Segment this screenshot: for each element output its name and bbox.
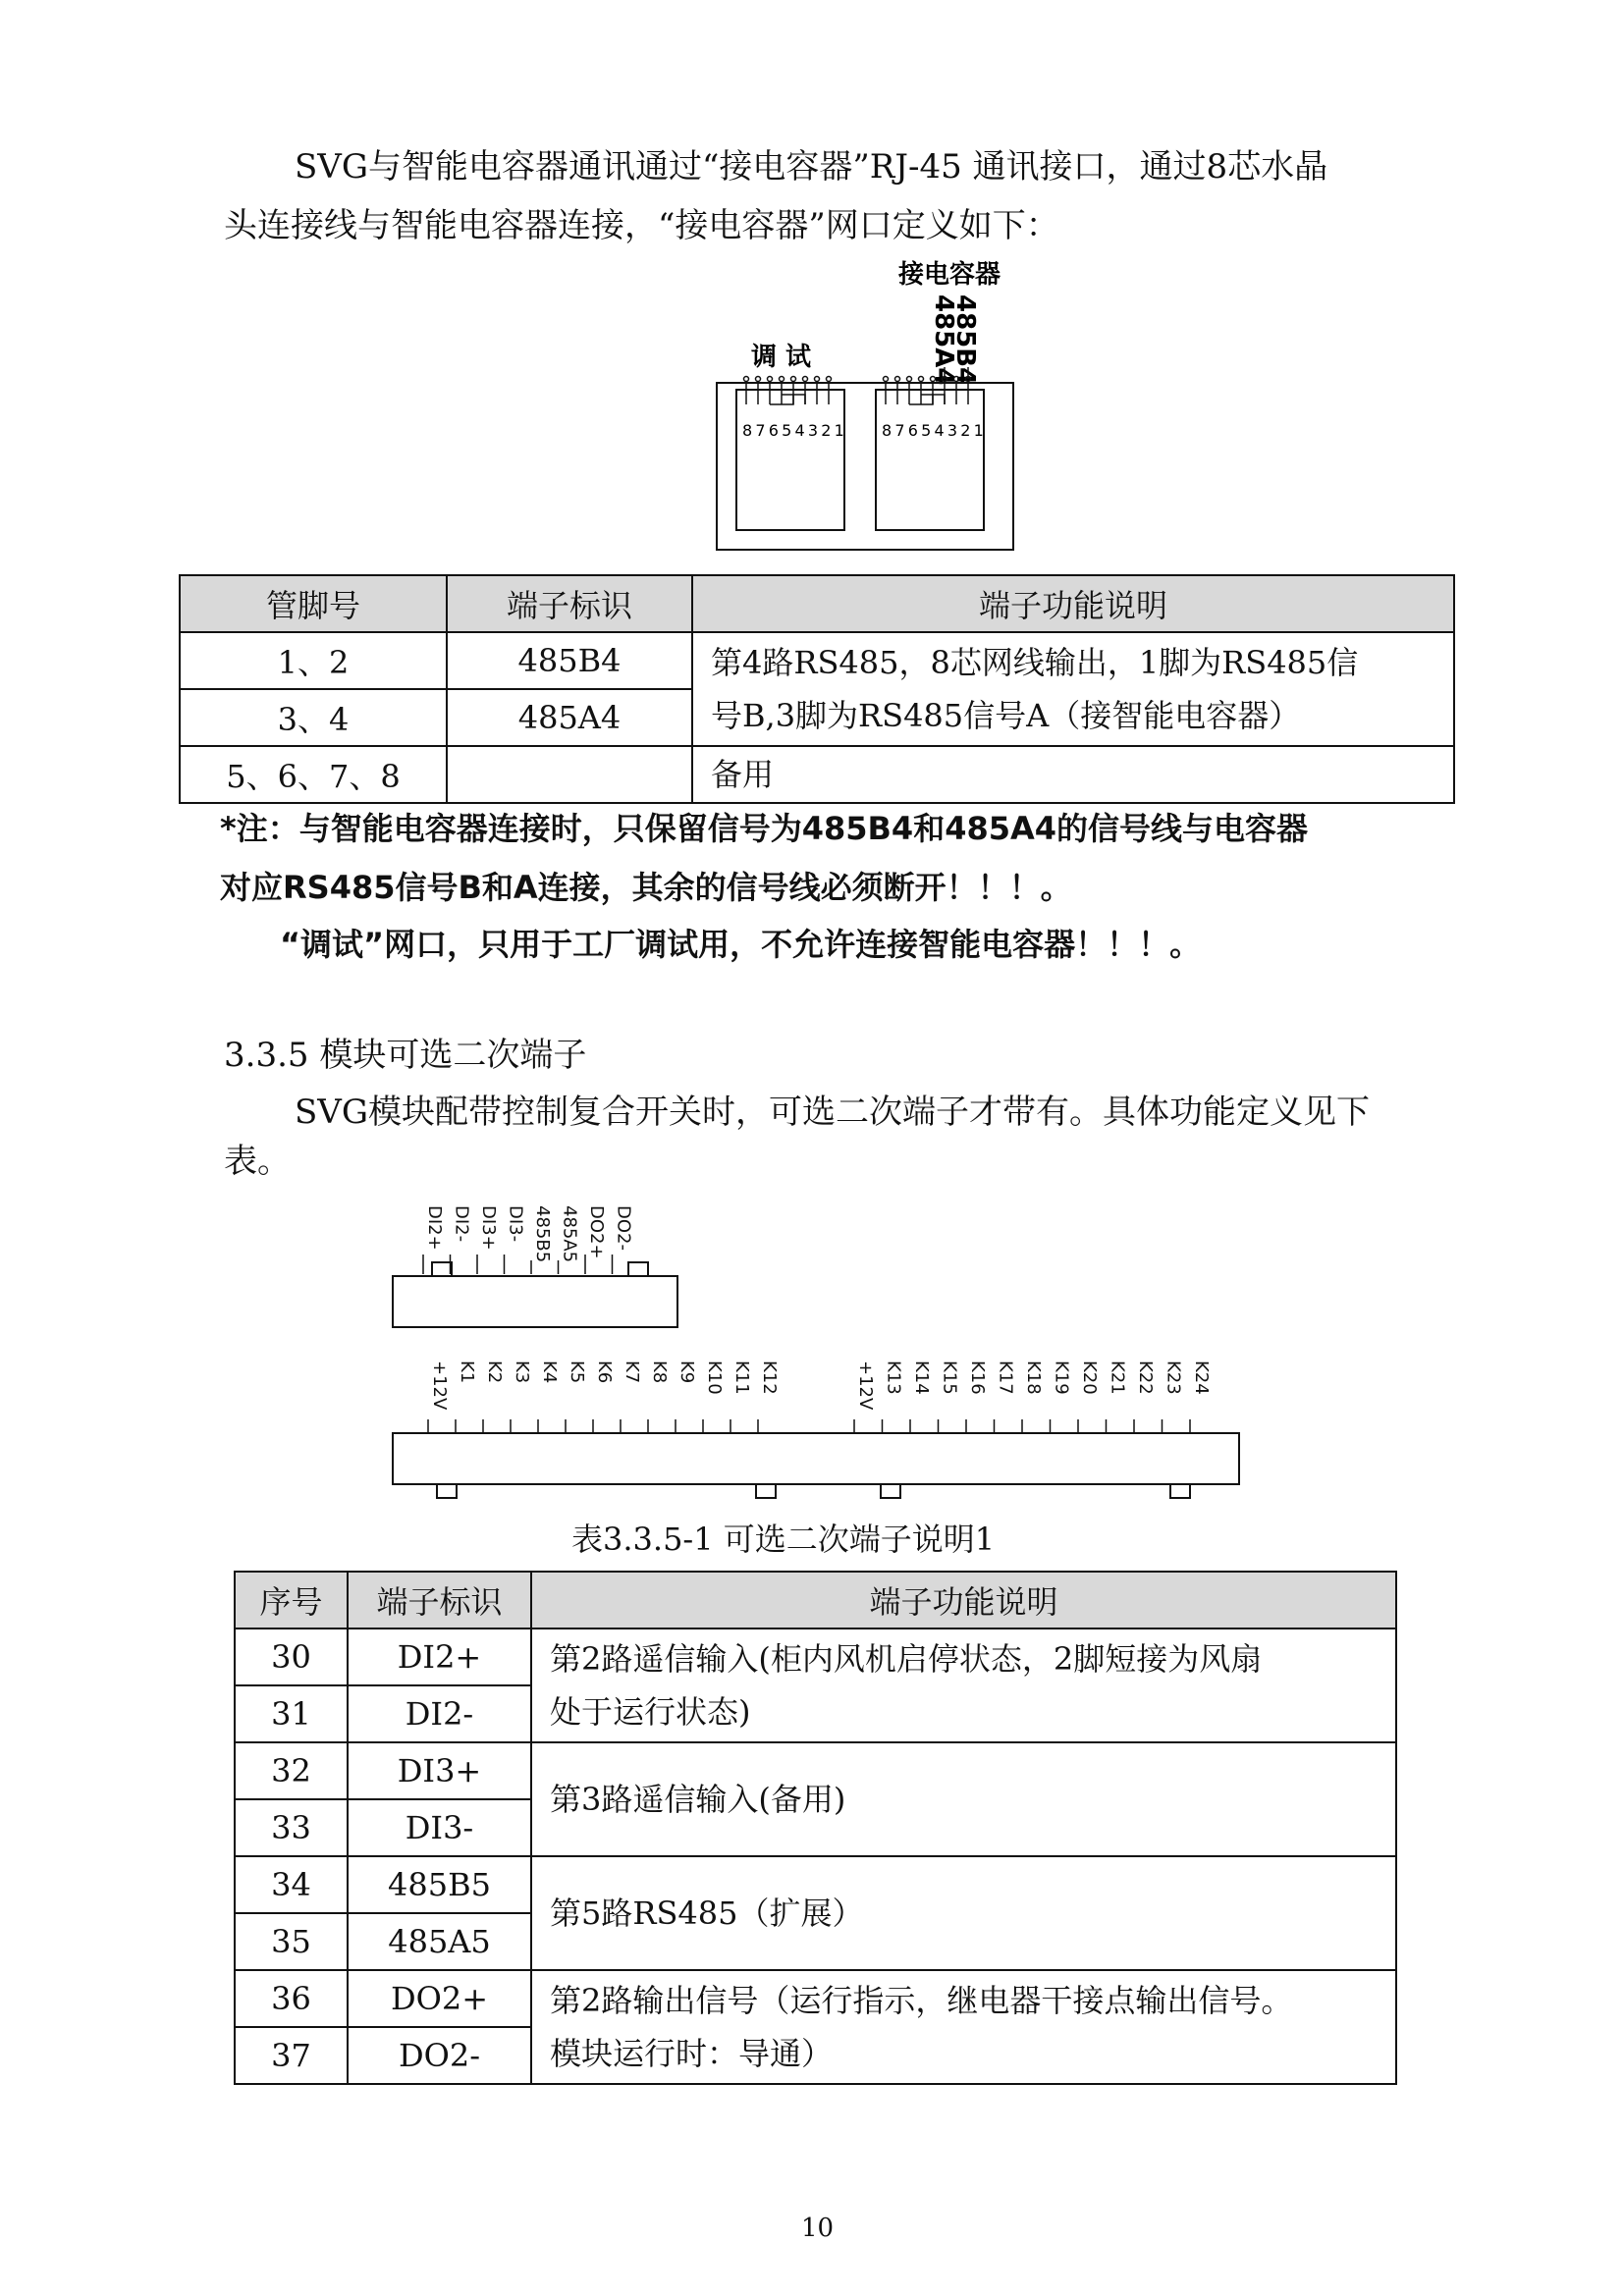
bottom-terminal-label: K12 bbox=[759, 1361, 780, 1395]
bottom-terminal-label: +12V bbox=[855, 1361, 876, 1411]
table1-header-desc: 端子功能说明 bbox=[692, 575, 1454, 632]
section-body-line-2: 表。 bbox=[224, 1142, 291, 1181]
bottom-terminal-label: K23 bbox=[1163, 1361, 1184, 1395]
table1-pin-cell: 1、2 bbox=[180, 632, 447, 689]
bottom-terminal-label: K6 bbox=[594, 1361, 615, 1384]
bottom-terminal-label: K9 bbox=[676, 1361, 697, 1384]
top-terminal-label: DI3- bbox=[505, 1205, 526, 1243]
table1-id-cell bbox=[447, 746, 692, 803]
intro-line-1: SVG与智能电容器通讯通过“接电容器”RJ-45 通讯接口，通过8芯水晶 bbox=[295, 147, 1328, 187]
bottom-terminal-label: K2 bbox=[484, 1361, 505, 1384]
table2-id-cell: DI3+ bbox=[348, 1742, 531, 1799]
table2-no-cell: 32 bbox=[235, 1742, 348, 1799]
bottom-terminal-label: K1 bbox=[457, 1361, 477, 1384]
bottom-terminal-label: K3 bbox=[512, 1361, 532, 1384]
table2-desc-line: 模块运行时：导通） bbox=[550, 2035, 834, 2072]
table1-id-cell: 485B4 bbox=[447, 632, 692, 689]
bottom-terminal-label: K4 bbox=[539, 1361, 560, 1384]
bottom-terminal-label: K19 bbox=[1051, 1361, 1072, 1395]
connect-capacitor-label: 接电容器 bbox=[898, 260, 1001, 290]
table2-id-cell: DO2+ bbox=[348, 1970, 531, 2027]
bottom-terminal-label: K17 bbox=[995, 1361, 1016, 1395]
bottom-terminal-block bbox=[393, 1433, 1239, 1484]
capacitor-pin-numbers: 87654321 bbox=[882, 421, 988, 440]
capacitor-port bbox=[876, 390, 984, 530]
table2-id-cell: 485A5 bbox=[348, 1913, 531, 1970]
bottom-terminal-label: K11 bbox=[731, 1361, 752, 1395]
page-number: 10 bbox=[801, 2214, 835, 2243]
table2-id-cell: DI3- bbox=[348, 1799, 531, 1856]
debug-port-label: 调 试 bbox=[751, 343, 812, 372]
top-terminal-label: DI2+ bbox=[424, 1205, 445, 1251]
table1-pin-cell: 3、4 bbox=[180, 689, 447, 746]
bottom-terminal-label: K10 bbox=[704, 1361, 725, 1395]
debug-port bbox=[736, 390, 844, 530]
note-line-1: *注：与智能电容器连接时，只保留信号为485B4和485A4的信号线与电容器 bbox=[220, 810, 1309, 847]
top-terminal-label: DI2- bbox=[451, 1205, 472, 1243]
table2-desc-cell: 第3路遥信输入(备用) bbox=[531, 1742, 1396, 1856]
table2-header-id: 端子标识 bbox=[348, 1572, 531, 1629]
note-line-3: “调试”网口，只用于工厂调试用，不允许连接智能电容器！！！。 bbox=[280, 926, 1202, 963]
table2-caption: 表3.3.5-1 可选二次端子说明1 bbox=[571, 1521, 996, 1558]
rj45-pin-table bbox=[179, 574, 1455, 804]
table2-desc-cell: 第5路RS485（扩展） bbox=[531, 1856, 1396, 1970]
top-terminal-label: 485A5 bbox=[559, 1205, 580, 1263]
table2-no-cell: 30 bbox=[235, 1629, 348, 1685]
bottom-terminal-label: K13 bbox=[883, 1361, 904, 1395]
top-terminal-block bbox=[393, 1276, 677, 1327]
intro-line-2: 头连接线与智能电容器连接，“接电容器”网口定义如下： bbox=[224, 206, 1059, 245]
table2-no-cell: 31 bbox=[235, 1685, 348, 1742]
top-block-tabs bbox=[432, 1262, 648, 1276]
table2-desc-cell bbox=[531, 1629, 1396, 1742]
pin-label-485b4: 485B4 bbox=[950, 294, 980, 386]
debug-pin-numbers: 87654321 bbox=[742, 421, 848, 440]
table2-desc-cell bbox=[531, 1970, 1396, 2084]
table2-header-no: 序号 bbox=[235, 1572, 348, 1629]
table2-no-cell: 37 bbox=[235, 2027, 348, 2084]
table1-desc-cell: 备用 bbox=[692, 746, 1454, 803]
table2-desc-line: 处于运行状态) bbox=[550, 1693, 751, 1731]
bottom-terminal-label: K18 bbox=[1023, 1361, 1044, 1395]
top-terminal-label: DI3+ bbox=[478, 1205, 499, 1251]
bottom-terminal-label: K8 bbox=[649, 1361, 670, 1384]
bottom-terminal-label: K22 bbox=[1135, 1361, 1156, 1395]
table1-desc-line-2: 号B,3脚为RS485信号A（接智能电容器） bbox=[711, 697, 1301, 734]
bottom-terminal-label: K24 bbox=[1191, 1361, 1212, 1395]
secondary-terminal-diagram bbox=[383, 1198, 1247, 1522]
table1-header-id: 端子标识 bbox=[447, 575, 692, 632]
secondary-terminal-table bbox=[234, 1571, 1397, 2085]
bottom-terminal-label: K16 bbox=[967, 1361, 988, 1395]
bottom-terminal-label: +12V bbox=[429, 1361, 450, 1411]
table1-merged-desc bbox=[692, 632, 1454, 746]
table2-no-cell: 34 bbox=[235, 1856, 348, 1913]
bottom-terminal-label: K20 bbox=[1079, 1361, 1100, 1395]
table2-id-cell: DI2- bbox=[348, 1685, 531, 1742]
table2-no-cell: 35 bbox=[235, 1913, 348, 1970]
note-line-2: 对应RS485信号B和A连接，其余的信号线必须断开！！！。 bbox=[220, 869, 1072, 906]
rj45-port-diagram bbox=[707, 257, 1031, 561]
table2-no-cell: 36 bbox=[235, 1970, 348, 2027]
table1-desc-line-1: 第4路RS485，8芯网线输出，1脚为RS485信 bbox=[711, 644, 1359, 681]
table1-id-cell: 485A4 bbox=[447, 689, 692, 746]
table2-id-cell: DI2+ bbox=[348, 1629, 531, 1685]
table2-id-cell: DO2- bbox=[348, 2027, 531, 2084]
top-terminal-label: DO2+ bbox=[586, 1205, 607, 1259]
table1-header-pin: 管脚号 bbox=[180, 575, 447, 632]
top-terminal-label: 485B5 bbox=[532, 1205, 553, 1263]
bottom-terminal-label: K21 bbox=[1107, 1361, 1128, 1395]
bottom-block-tabs bbox=[437, 1484, 1190, 1498]
bottom-terminal-label: K5 bbox=[567, 1361, 587, 1384]
table2-no-cell: 33 bbox=[235, 1799, 348, 1856]
port-housing bbox=[717, 383, 1013, 550]
bottom-terminal-label: K7 bbox=[622, 1361, 642, 1384]
table2-id-cell: 485B5 bbox=[348, 1856, 531, 1913]
table2-desc-line: 第2路输出信号（运行指示，继电器干接点输出信号。 bbox=[550, 1982, 1293, 2019]
pin-label-485a4: 485A4 bbox=[929, 294, 958, 386]
top-terminal-label: DO2- bbox=[613, 1205, 634, 1251]
table2-header-desc: 端子功能说明 bbox=[531, 1572, 1396, 1629]
table1-pin-cell: 5、6、7、8 bbox=[180, 746, 447, 803]
table2-desc-line: 第2路遥信输入(柜内风机启停状态，2脚短接为风扇 bbox=[550, 1640, 1263, 1678]
section-body-line-1: SVG模块配带控制复合开关时，可选二次端子才带有。具体功能定义见下 bbox=[295, 1093, 1371, 1132]
section-heading: 3.3.5 模块可选二次端子 bbox=[224, 1036, 587, 1075]
bottom-terminal-label: K15 bbox=[939, 1361, 960, 1395]
bottom-terminal-label: K14 bbox=[911, 1361, 932, 1395]
